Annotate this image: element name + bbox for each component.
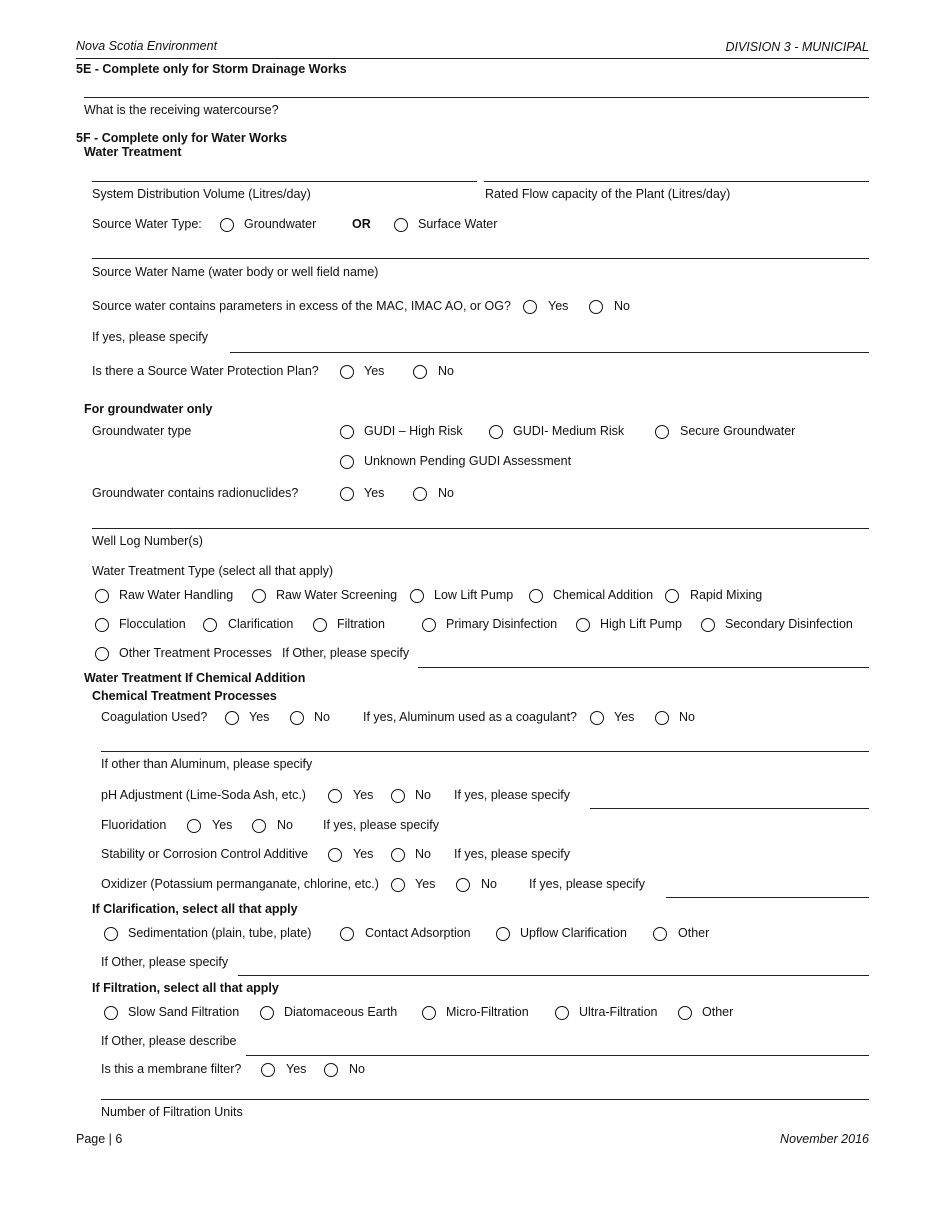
chem-subheading: Chemical Treatment Processes: [92, 689, 277, 703]
params-specify-label: If yes, please specify: [92, 330, 209, 344]
groundwater-heading: For groundwater only: [84, 402, 213, 416]
fluor-no-radio[interactable]: [252, 819, 266, 833]
footer-page-number: Page | 6: [76, 1132, 123, 1146]
raw-handling-radio[interactable]: [95, 589, 109, 603]
primary-dis-label: Primary Disinfection: [446, 617, 558, 631]
section-5f-title: 5F - Complete only for Water Works: [76, 131, 288, 145]
ph-no-radio[interactable]: [391, 789, 405, 803]
clarification-label: Clarification: [228, 617, 294, 631]
high-lift-label: High Lift Pump: [600, 617, 682, 631]
treatment-type-label: Water Treatment Type (select all that apply): [92, 564, 334, 578]
stability-yes-label: Yes: [353, 847, 374, 861]
raw-screening-radio[interactable]: [252, 589, 266, 603]
clarification-radio[interactable]: [203, 618, 217, 632]
filtration-label: Filtration: [337, 617, 385, 631]
gudi-high-radio[interactable]: [340, 425, 354, 439]
clarification-heading: If Clarification, select all that apply: [92, 902, 298, 916]
diatomaceous-radio[interactable]: [260, 1006, 274, 1020]
micro-filtration-radio[interactable]: [422, 1006, 436, 1020]
other-proc-specify-label: If Other, please specify: [282, 646, 410, 660]
clar-other-label: Other: [678, 926, 710, 940]
stability-yes-radio[interactable]: [328, 848, 342, 862]
filt-other-describe-line[interactable]: [246, 1055, 869, 1056]
unknown-gudi-radio[interactable]: [340, 455, 354, 469]
flocculation-label: Flocculation: [119, 617, 186, 631]
chem-add-radio[interactable]: [529, 589, 543, 603]
alum-no-radio[interactable]: [655, 711, 669, 725]
water-treatment-subtitle: Water Treatment: [84, 145, 182, 159]
rated-flow-label: Rated Flow capacity of the Plant (Litres/day): [485, 187, 731, 201]
primary-dis-radio[interactable]: [422, 618, 436, 632]
oxidizer-yes-radio[interactable]: [391, 878, 405, 892]
other-alum-label: If other than Aluminum, please specify: [101, 757, 313, 771]
rated-flow-line[interactable]: [484, 181, 869, 182]
fluor-specify-label: If yes, please specify: [323, 818, 440, 832]
ph-question: pH Adjustment (Lime-Soda Ash, etc.): [101, 788, 306, 802]
radionuclides-question: Groundwater contains radionuclides?: [92, 486, 299, 500]
alum-yes-radio[interactable]: [590, 711, 604, 725]
radionuclides-no-radio[interactable]: [413, 487, 427, 501]
other-alum-line[interactable]: [101, 751, 869, 752]
flocculation-radio[interactable]: [95, 618, 109, 632]
membrane-yes-label: Yes: [286, 1062, 307, 1076]
rapid-mix-label: Rapid Mixing: [690, 588, 763, 602]
sedimentation-radio[interactable]: [104, 927, 118, 941]
upflow-label: Upflow Clarification: [520, 926, 627, 940]
low-lift-label: Low Lift Pump: [434, 588, 514, 602]
ph-no-label: No: [415, 788, 431, 802]
filtration-heading: If Filtration, select all that apply: [92, 981, 279, 995]
or-label: OR: [352, 217, 371, 231]
protection-yes-label: Yes: [364, 364, 385, 378]
params-yes-label: Yes: [548, 299, 569, 313]
surface-water-label: Surface Water: [418, 217, 498, 231]
coag-yes-label: Yes: [249, 710, 270, 724]
membrane-question: Is this a membrane filter?: [101, 1062, 242, 1076]
well-log-label: Well Log Number(s): [92, 534, 203, 548]
protection-yes-radio[interactable]: [340, 365, 354, 379]
slow-sand-label: Slow Sand Filtration: [128, 1005, 240, 1019]
rapid-mix-radio[interactable]: [665, 589, 679, 603]
footer-date: November 2016: [780, 1132, 869, 1146]
high-lift-radio[interactable]: [576, 618, 590, 632]
source-name-line[interactable]: [92, 258, 869, 259]
stability-no-label: No: [415, 847, 431, 861]
filtration-units-line[interactable]: [101, 1099, 869, 1100]
clar-other-specify-label: If Other, please specify: [101, 955, 229, 969]
sedimentation-label: Sedimentation (plain, tube, plate): [128, 926, 312, 940]
protection-no-label: No: [438, 364, 454, 378]
oxidizer-question: Oxidizer (Potassium permanganate, chlorine, etc.): [101, 877, 379, 891]
oxidizer-specify-line[interactable]: [666, 897, 869, 898]
clar-other-specify-line[interactable]: [238, 975, 869, 976]
gudi-medium-radio[interactable]: [489, 425, 503, 439]
header-agency: Nova Scotia Environment: [76, 39, 218, 53]
params-yes-radio[interactable]: [523, 300, 537, 314]
oxidizer-no-label: No: [481, 877, 497, 891]
ph-yes-radio[interactable]: [328, 789, 342, 803]
filtration-units-label: Number of Filtration Units: [101, 1105, 243, 1119]
oxidizer-no-radio[interactable]: [456, 878, 470, 892]
fluor-no-label: No: [277, 818, 293, 832]
low-lift-radio[interactable]: [410, 589, 424, 603]
stability-specify-label: If yes, please specify: [454, 847, 571, 861]
secondary-dis-radio[interactable]: [701, 618, 715, 632]
sys-volume-label: System Distribution Volume (Litres/day): [92, 187, 311, 201]
coag-question: Coagulation Used?: [101, 710, 208, 724]
diatomaceous-label: Diatomaceous Earth: [284, 1005, 398, 1019]
params-specify-line[interactable]: [230, 352, 869, 353]
coag-no-label: No: [314, 710, 330, 724]
params-no-radio[interactable]: [589, 300, 603, 314]
ph-specify-label: If yes, please specify: [454, 788, 571, 802]
contact-adsorption-radio[interactable]: [340, 927, 354, 941]
secure-gw-radio[interactable]: [655, 425, 669, 439]
filt-other-radio[interactable]: [678, 1006, 692, 1020]
alum-question: If yes, Aluminum used as a coagulant?: [363, 710, 578, 724]
gudi-high-label: GUDI – High Risk: [364, 424, 463, 438]
radionuclides-yes-label: Yes: [364, 486, 385, 500]
chem-heading: Water Treatment If Chemical Addition: [84, 671, 306, 685]
protection-no-radio[interactable]: [413, 365, 427, 379]
watercourse-line[interactable]: [84, 97, 869, 98]
other-proc-specify-line[interactable]: [418, 667, 869, 668]
header-division: DIVISION 3 - MUNICIPAL: [725, 40, 869, 54]
groundwater-label: Groundwater: [244, 217, 317, 231]
source-name-label: Source Water Name (water body or well field name): [92, 265, 379, 279]
membrane-no-radio[interactable]: [324, 1063, 338, 1077]
filtration-radio[interactable]: [313, 618, 327, 632]
filt-other-describe-label: If Other, please describe: [101, 1034, 237, 1048]
alum-yes-label: Yes: [614, 710, 635, 724]
unknown-gudi-label: Unknown Pending GUDI Assessment: [364, 454, 572, 468]
oxidizer-yes-label: Yes: [415, 877, 436, 891]
fluor-question: Fluoridation: [101, 818, 167, 832]
raw-screening-label: Raw Water Screening: [276, 588, 398, 602]
upflow-radio[interactable]: [496, 927, 510, 941]
other-proc-label: Other Treatment Processes: [119, 646, 272, 660]
membrane-yes-radio[interactable]: [261, 1063, 275, 1077]
slow-sand-radio[interactable]: [104, 1006, 118, 1020]
groundwater-radio[interactable]: [220, 218, 234, 232]
chem-add-label: Chemical Addition: [553, 588, 654, 602]
stability-question: Stability or Corrosion Control Additive: [101, 847, 309, 861]
clar-other-radio[interactable]: [653, 927, 667, 941]
fluor-yes-radio[interactable]: [187, 819, 201, 833]
source-type-label: Source Water Type:: [92, 217, 202, 231]
coag-no-radio[interactable]: [290, 711, 304, 725]
sys-volume-line[interactable]: [92, 181, 477, 182]
micro-filtration-label: Micro-Filtration: [446, 1005, 529, 1019]
oxidizer-specify-label: If yes, please specify: [529, 877, 646, 891]
ph-specify-line[interactable]: [590, 808, 869, 809]
well-log-line[interactable]: [92, 528, 869, 529]
ultra-filtration-label: Ultra-Filtration: [579, 1005, 658, 1019]
secondary-dis-label: Secondary Disinfection: [725, 617, 853, 631]
params-no-label: No: [614, 299, 630, 313]
membrane-no-label: No: [349, 1062, 365, 1076]
filt-other-label: Other: [702, 1005, 734, 1019]
gw-type-label: Groundwater type: [92, 424, 192, 438]
section-5e-title: 5E - Complete only for Storm Drainage Works: [76, 62, 347, 76]
radionuclides-no-label: No: [438, 486, 454, 500]
gudi-medium-label: GUDI- Medium Risk: [513, 424, 625, 438]
coag-yes-radio[interactable]: [225, 711, 239, 725]
alum-no-label: No: [679, 710, 695, 724]
watercourse-label: What is the receiving watercourse?: [84, 103, 279, 117]
radionuclides-yes-radio[interactable]: [340, 487, 354, 501]
ph-yes-label: Yes: [353, 788, 374, 802]
ultra-filtration-radio[interactable]: [555, 1006, 569, 1020]
secure-gw-label: Secure Groundwater: [680, 424, 796, 438]
other-proc-radio[interactable]: [95, 647, 109, 661]
contact-adsorption-label: Contact Adsorption: [365, 926, 471, 940]
raw-handling-label: Raw Water Handling: [119, 588, 234, 602]
protection-question: Is there a Source Water Protection Plan?: [92, 364, 319, 378]
stability-no-radio[interactable]: [391, 848, 405, 862]
fluor-yes-label: Yes: [212, 818, 233, 832]
surface-water-radio[interactable]: [394, 218, 408, 232]
params-question: Source water contains parameters in excess of the MAC, IMAC AO, or OG?: [92, 299, 511, 313]
header-rule: [76, 58, 869, 59]
